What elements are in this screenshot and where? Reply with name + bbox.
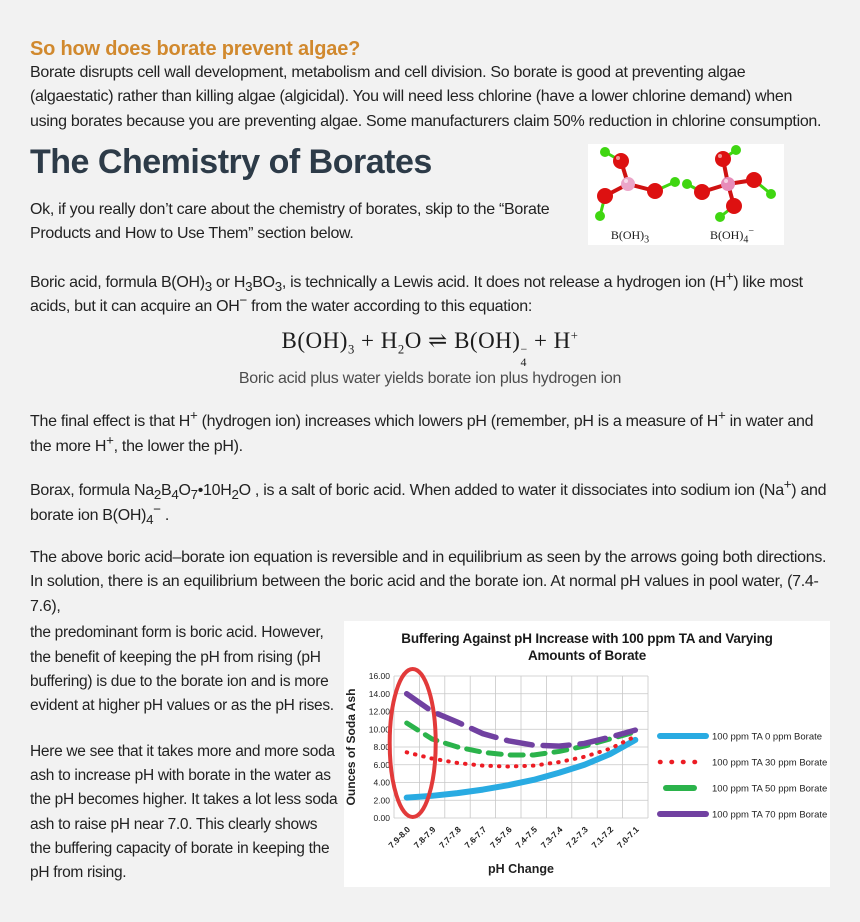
svg-text:2.00: 2.00 — [373, 795, 390, 806]
svg-text:4.00: 4.00 — [373, 777, 390, 788]
paragraph-buffering: Here we see that it takes more and more soda ash to increase pH with borate in the water as the pH becomes higher. It takes a lot less soda ash to raise pH near 7.0. This clearly shows the buffering capacity of borate in keeping the pH from rising. — [30, 743, 338, 881]
boh3-molecule — [595, 147, 680, 221]
equation-block — [30, 328, 830, 388]
paragraph-final-effect: The final effect is that H+ (hydrogen ion) increases which lowers pH (remember, pH is a measure of H+ in water and the more H+, the lower the pH). — [30, 407, 814, 455]
molecule-figure — [588, 144, 784, 245]
molecule-label-boh4: $B(OH)_4^-$ — [710, 226, 754, 246]
svg-text:100 ppm TA 70 ppm Borate: 100 ppm TA 70 ppm Borate — [712, 809, 828, 821]
paragraph-borax: Borax, formula $Na_2B_4O_7•10H_2O$ , is a salt of boric acid. When added to water it dissociates into sodium ion (Na+) and borate ion $B(OH)_4^-$ . — [30, 476, 827, 527]
svg-text:12.00: 12.00 — [368, 706, 390, 717]
svg-text:7.1-7.2: 7.1-7.2 — [589, 824, 616, 851]
svg-text:7.6-7.7: 7.6-7.7 — [462, 824, 489, 851]
chemistry-header-row — [30, 144, 830, 246]
text-chart-row — [30, 621, 830, 887]
svg-text:7.4-7.5: 7.4-7.5 — [513, 824, 540, 851]
chemical-equation: $B(OH)_3 + H_2O$ ⇌ B(OH) − 4 + H+ — [281, 327, 579, 369]
svg-text:100 ppm TA 0 ppm Borate: 100 ppm TA 0 ppm Borate — [712, 731, 823, 743]
svg-text:7.2-7.3: 7.2-7.3 — [564, 824, 590, 851]
chart-title: Buffering Against pH Increase with 100 ppm TA and Varying Amounts of Borate — [401, 631, 773, 663]
svg-text:Ounces of Soda Ash: Ounces of Soda Ash — [344, 688, 358, 806]
svg-text:7.5-7.6: 7.5-7.6 — [487, 824, 514, 851]
chemistry-header-text — [30, 144, 566, 246]
boh4-molecule — [682, 145, 776, 222]
equation-caption: Boric acid plus water yields borate ion plus hydrogen ion — [238, 370, 622, 388]
svg-text:7.8-7.9: 7.8-7.9 — [411, 824, 438, 851]
svg-text:100 ppm TA 50 ppm Borate: 100 ppm TA 50 ppm Borate — [712, 783, 828, 795]
left-text-column — [30, 621, 344, 885]
paragraph-equilibrium-intro: The above boric acid–borate ion equation is reversible and in equilibrium as seen by the arrows going both directions. In solution, there is an equilibrium between the boric acid and the borate ion. At normal pH values in pool water, (7.4-7.6), — [30, 549, 827, 615]
svg-text:10.00: 10.00 — [368, 724, 390, 735]
svg-text:100 ppm TA 30 ppm Borate: 100 ppm TA 30 ppm Borate — [712, 757, 828, 769]
section-heading-algae: So how does borate prevent algae? — [30, 38, 361, 60]
molecule-label-boh3: $B(OH)_3$ — [610, 228, 650, 246]
svg-text:7.7-7.8: 7.7-7.8 — [437, 824, 463, 851]
svg-text:7.0-7.1: 7.0-7.1 — [614, 824, 641, 851]
paragraph-equilibrium-continuation: the predominant form is boric acid. However, the benefit of keeping the pH from rising (pH buffering) is due to the borate ion and is more evident at higher pH values or as the pH rises. — [30, 624, 334, 714]
molecule-diagrams — [588, 144, 784, 228]
svg-text:7.9-8.0: 7.9-8.0 — [386, 824, 413, 851]
svg-text:0.00: 0.00 — [373, 813, 390, 824]
paragraph-boric-acid: Boric acid, formula $B(OH)_3$ or $H_3BO_3$, is technically a Lewis acid. It does not release a hydrogen ion (H+) like most acids, but it can acquire an OH− from the water according to this equation: — [30, 268, 803, 316]
svg-text:8.00: 8.00 — [373, 742, 390, 753]
svg-text:16.00: 16.00 — [368, 671, 390, 682]
paragraph-algae: Borate disrupts cell wall development, metabolism and cell division. So borate is good at preventing algae (algaestatic) rather than killing algae (algicidal). You will need less chlorine (have a lower chlorine demand) when using borates because you are preventing algae. Some manufacturers claim 50% reduction in chlorine consumption. — [30, 64, 822, 130]
buffering-chart — [344, 621, 830, 887]
svg-text:pH Change: pH Change — [488, 862, 554, 877]
svg-text:7.3-7.4: 7.3-7.4 — [538, 824, 565, 851]
page-title: The Chemistry of Borates — [30, 143, 432, 182]
paragraph-chemistry-intro: Ok, if you really don’t care about the chemistry of borates, skip to the “Borate Products and How to Use Them” section below. — [30, 200, 550, 243]
svg-text:6.00: 6.00 — [373, 760, 390, 771]
buffering-chart-plot — [344, 666, 830, 878]
svg-text:14.00: 14.00 — [368, 689, 390, 700]
